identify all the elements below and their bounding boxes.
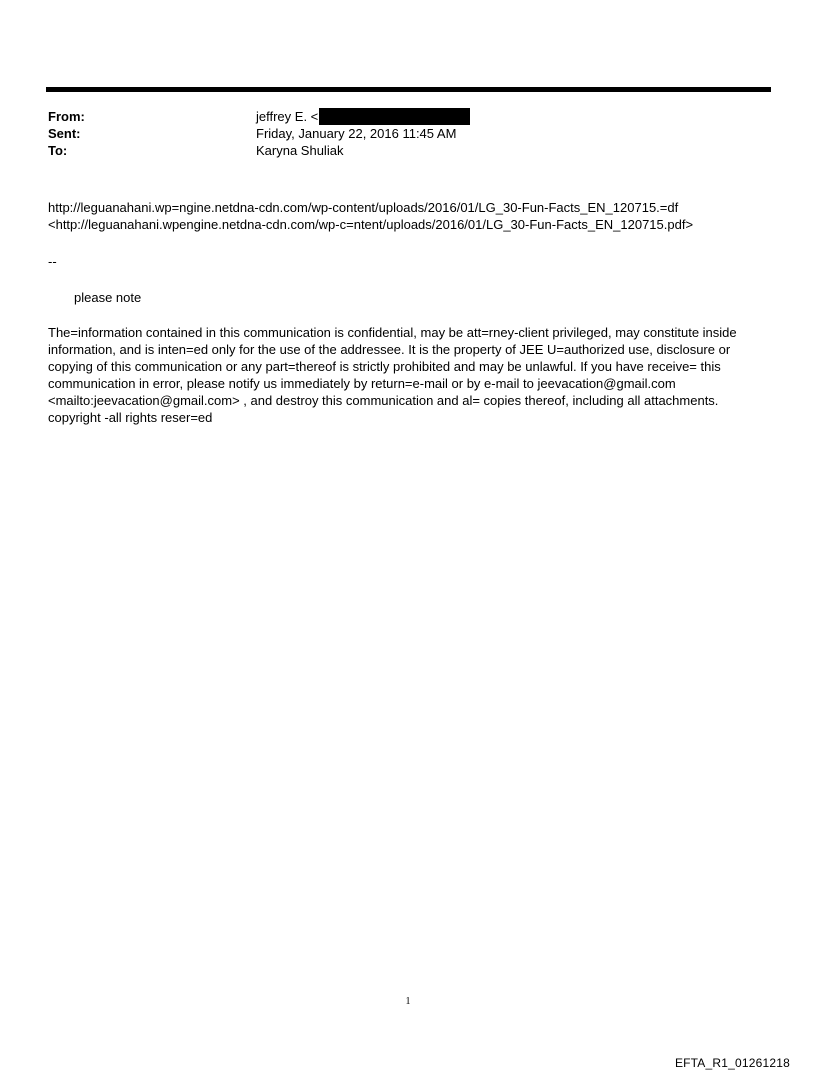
redaction-box [319,108,470,125]
signature-separator: -- [48,254,57,269]
sent-value: Friday, January 22, 2016 11:45 AM [256,126,457,141]
url-block [48,199,768,233]
to-label: To: [48,143,68,158]
header-divider [46,87,771,92]
from-value [256,108,470,125]
document-id: EFTA_R1_01261218 [674,1056,790,1070]
please-note: please note [74,290,142,305]
disclaimer-text: The=information contained in this communication is confidential, may be att=rney-client privileged, may constitute inside information, and is inten=ed only for the use of the addressee. It is the property of JEE U=authorized use, disclosure or copying of this communication or any part=thereof is strictly prohibited and may be unlawful. If you have receive= this communication in error, please notify us immediately by return=e-mail or by e-mail to jeevacation@gmail.com <mailto:jeevacation@gmail.com> , and destroy this communication and al= copies thereof, including all attachments. copyright -all rights reser=ed [48,325,737,425]
url-line-1[interactable]: http://leguanahani.wp=ngine.netdna-cdn.com/wp-content/uploads/2016/01/LG_30-Fun-Facts_EN_120715.=df [48,200,679,215]
to-value: Karyna Shuliak [256,143,344,158]
sent-label: Sent: [48,126,81,141]
from-sender: jeffrey E. < [256,109,319,124]
url-line-2[interactable]: <http://leguanahani.wpengine.netdna-cdn.com/wp-c=ntent/uploads/2016/01/LG_30-Fun-Facts_EN_120715.pdf> [48,217,694,232]
page-number: 1 [405,996,411,1007]
from-label: From: [48,109,85,124]
